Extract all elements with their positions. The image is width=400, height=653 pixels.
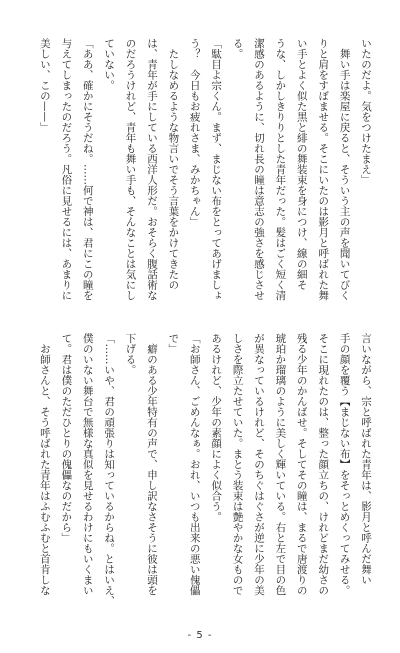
text-line: 下げる。 xyxy=(124,333,137,375)
text-line: あるけれど、少年の素顔によく似合う。 xyxy=(210,333,223,522)
text-line: ていない。 xyxy=(103,38,116,91)
text-line: 「ああ、確かにそうだね。……何で神は、君にこの瞳を xyxy=(81,38,94,301)
text-line: 美しい、この——」 xyxy=(38,38,51,133)
page-number: - 5 - xyxy=(187,630,213,641)
text-line: が異なっているけれど、そのちぐはぐさが逆に少年の美 xyxy=(252,333,265,596)
text-line: しさを際立たせていた。まとう装束は艶やかな女もので xyxy=(231,333,244,596)
text-line: 舞い手は楽屋に戻ると、そういう主の声を聞いてびく xyxy=(338,38,351,301)
text-line: 僕のいない舞台で無様な真似を見せるわけにもいくまい xyxy=(81,333,94,596)
text-line: のだろうけれど、青年も舞い手も、そんなことは気にし xyxy=(124,38,137,301)
text-line: 手の顔を覆う【まじない布】をそっとめくってみせる。 xyxy=(338,333,351,596)
text-line: いたのだよ。気をつけたまえ」 xyxy=(360,38,372,185)
text-line: 「……いや、君の頑張りは知っているからね。とはいえ、 xyxy=(103,333,116,606)
text-line: 「駄目よ宗くん。まず、まじない布をとってあげましょ xyxy=(210,38,223,301)
lower-text-block xyxy=(31,333,376,609)
text-line: りと肩をすぼませる。そこにいたのは影月と呼ばれた舞 xyxy=(317,38,330,301)
text-line: て。君は僕のただひとりの傀儡なのだから」 xyxy=(60,333,73,543)
text-line: 癖のある少年特有の声で、申し訳なさそうに彼は頭を xyxy=(145,333,158,596)
text-line: は、青年が手にしている西洋人形だ。おそらく腹話術な xyxy=(145,38,158,301)
text-line: う？ 今日もお疲れさま、みかちゃん」 xyxy=(188,38,201,227)
text-line: 残る少年のかんばせ。そしてその瞳は、まるで唐渡りの xyxy=(295,333,308,596)
text-line: い手とよく似た黒と緋の舞装束を身につけ、線の細そ xyxy=(295,38,308,290)
text-line: 「お師さん、ごめんなぁ。おれ、いつも出来の悪い傀儡 xyxy=(188,333,201,596)
text-line: そこに現れたのは、整った顔立ちの、けれどまだ幼さの xyxy=(317,333,330,596)
text-line: で」 xyxy=(167,333,180,354)
text-line: うな、しかしきりりとした青年だった。髪はごく短く清 xyxy=(274,38,287,301)
text-line: 与えてしまったのだろう。凡俗に見せるには、あまりに xyxy=(60,38,73,301)
text-line: る。 xyxy=(231,38,244,59)
text-line: 潔感のあるように、切れ長の瞳は意志の強さを感じさせ xyxy=(252,38,265,301)
text-line: たしなめるような物言いでそう言葉をかけてきたの xyxy=(167,38,180,290)
text-line: お師さんと、そう呼ばれた青年はふむふむと首肯しな xyxy=(38,333,51,596)
text-line: 言いながら、宗と呼ばれた青年は、影月と呼んだ舞い xyxy=(360,333,372,585)
upper-text-block xyxy=(31,38,376,314)
text-line: 琥珀か瑠璃のように美しく輝いている。右と左で目の色 xyxy=(274,333,287,596)
